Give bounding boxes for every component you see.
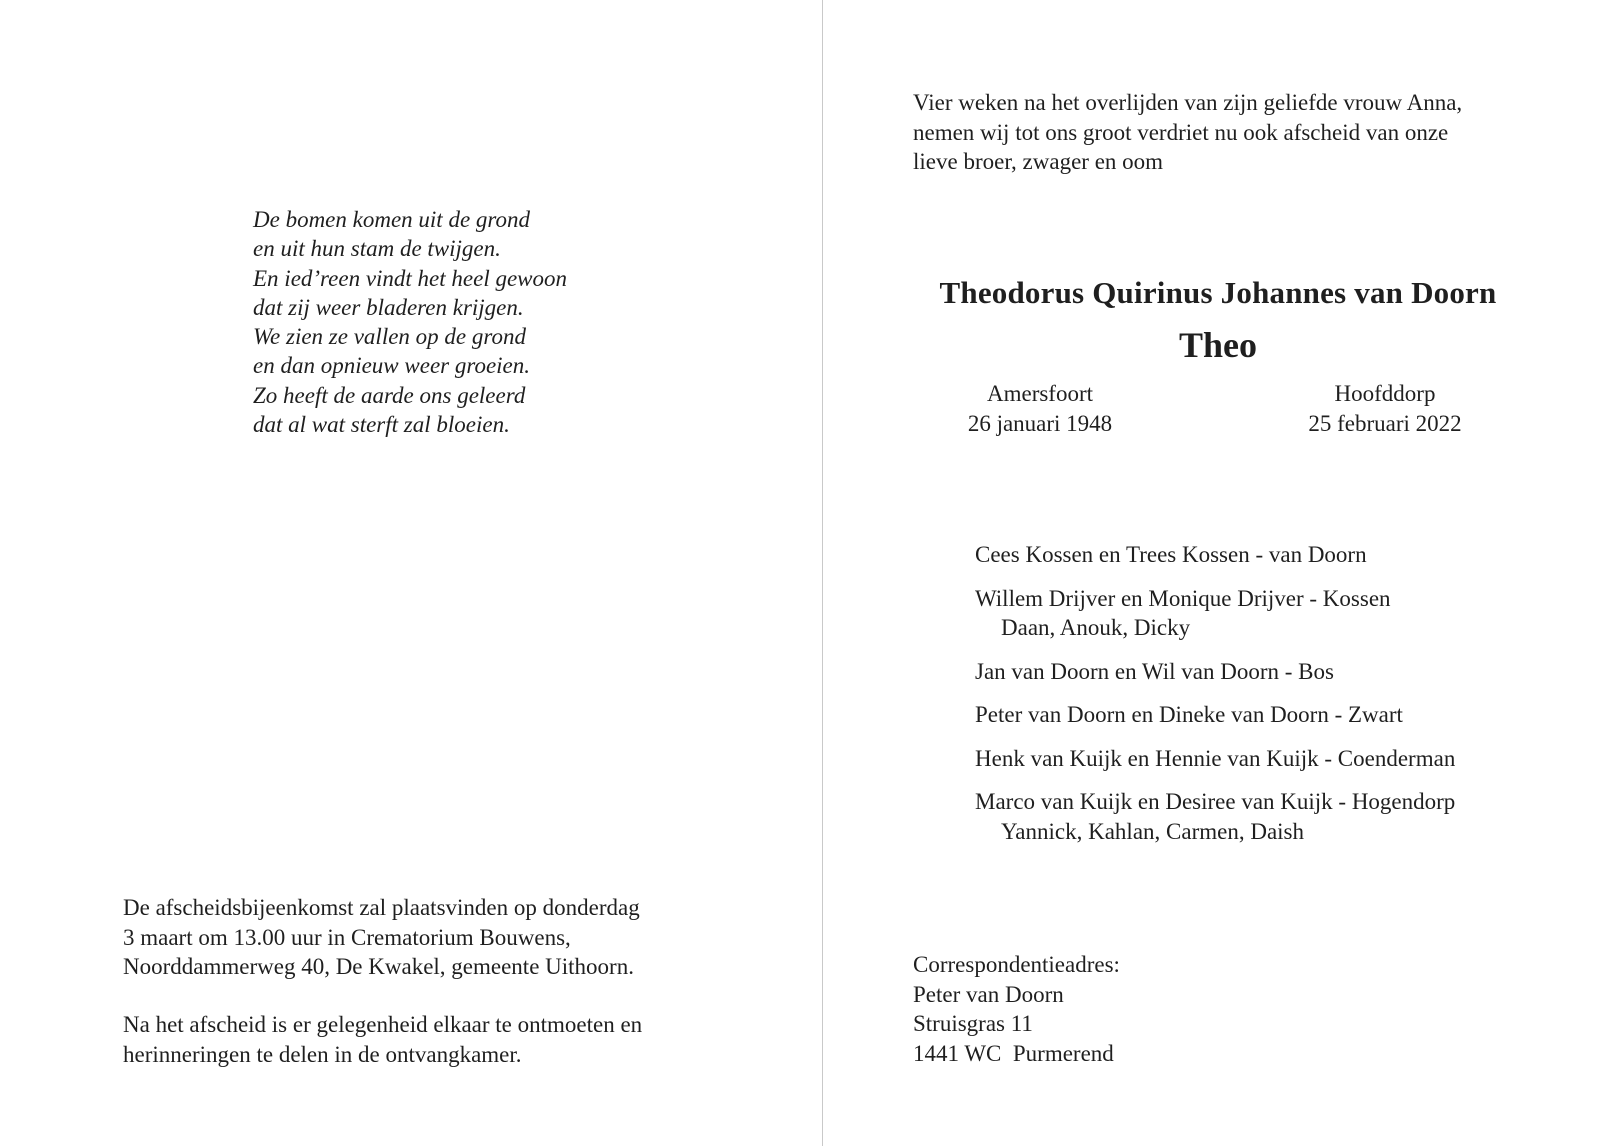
family-names: Henk van Kuijk en Hennie van Kuijk - Coenderman [975,745,1456,771]
poem-line: dat al wat sterft zal bloeien. [253,412,510,438]
correspondence-name: Peter van Doorn [913,981,1064,1007]
family-names: Cees Kossen en Trees Kossen - van Doorn [975,542,1367,567]
ceremony-line: Noorddammerweg 40, De Kwakel, gemeente Uithoorn. [123,954,634,979]
ceremony-line: De afscheidsbijeenkomst zal plaatsvinden op donderdag [123,895,640,920]
family-entry [975,540,1455,570]
family-entry [975,744,1455,774]
correspondence-city: 1441 WC Purmerend [913,1040,1114,1066]
family-names: Willem Drijver en Monique Drijver - Kossen [975,585,1391,611]
family-entry [975,700,1455,730]
birth-place: Amersfoort [986,381,1094,406]
poem-line: en dan opnieuw weer groeien. [253,353,531,379]
poem-line: Zo heeft de aarde ons geleerd [253,382,526,408]
family-names: Jan van Doorn en Wil van Doorn - Bos [975,658,1334,684]
family-entry [975,657,1455,687]
relatives-list [975,540,1455,860]
family-entry [975,584,1455,643]
birth-info [920,379,1160,438]
poem-line: De bomen komen uit de grond [253,207,530,232]
death-place: Hoofddorp [1334,381,1436,406]
poem-line: We zien ze vallen op de grond [253,324,526,350]
correspondence-heading: Correspondentieadres: [913,952,1120,977]
card-fold-line [822,0,823,1146]
death-date: 25 februari 2022 [1308,410,1462,436]
reception-line: herinneringen te delen in de ontvangkamer. [123,1041,522,1067]
intro-line: Vier weken na het overlijden van zijn geliefde vrouw Anna, [913,90,1463,115]
reception-details [123,1010,642,1069]
reception-line: Na het afscheid is er gelegenheid elkaar te ontmoeten en [123,1012,643,1037]
family-names: Peter van Doorn en Dineke van Doorn - Zwart [975,702,1403,727]
poem-line: en uit hun stam de twijgen. [253,236,501,262]
family-children: Yannick, Kahlan, Carmen, Daish [1001,818,1304,844]
birth-date: 26 januari 1948 [967,410,1113,436]
deceased-nickname: Theo [1178,325,1257,365]
correspondence-address [913,950,1120,1068]
correspondence-street: Struisgras 11 [913,1011,1033,1036]
intro-text [913,88,1462,177]
family-names: Marco van Kuijk en Desiree van Kuijk - Hogendorp [975,789,1456,814]
ceremony-details [123,893,640,982]
intro-line: lieve broer, zwager en oom [913,149,1164,174]
family-children: Daan, Anouk, Dicky [1001,615,1191,640]
poem-line: En ied’reen vindt het heel gewoon [253,265,568,291]
family-entry [975,787,1455,846]
death-info [1265,379,1505,438]
poem-line: dat zij weer bladeren krijgen. [253,294,524,320]
ceremony-line: 3 maart om 13.00 uur in Crematorium Bouwens, [123,924,571,950]
deceased-full-name: Theodorus Quirinus Johannes van Doorn [939,275,1497,310]
intro-line: nemen wij tot ons groot verdriet nu ook afscheid van onze [913,119,1449,145]
poem [253,205,567,439]
